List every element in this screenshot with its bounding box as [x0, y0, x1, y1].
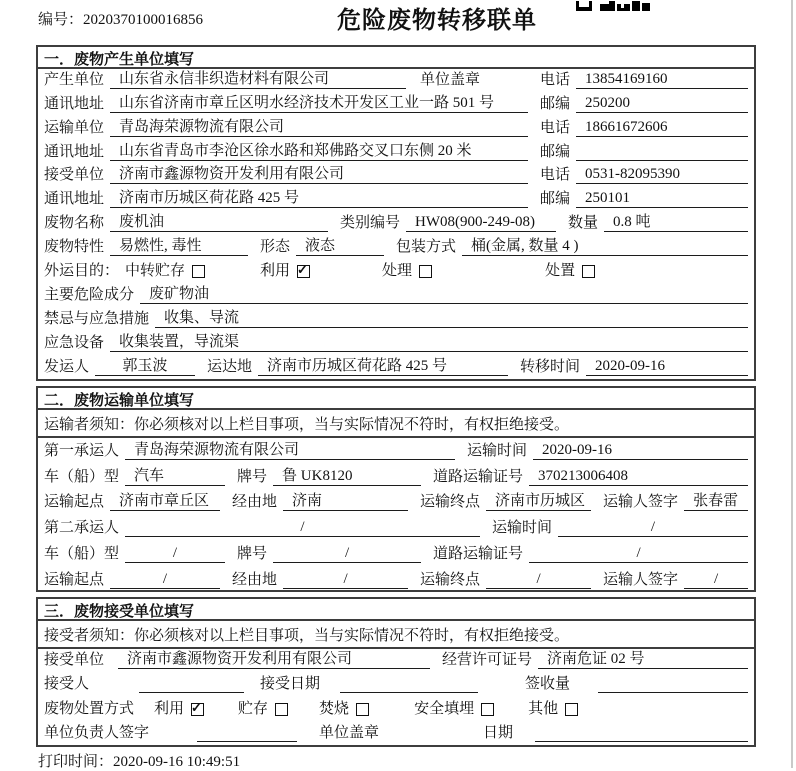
license-label: 经营许可证号	[442, 652, 533, 669]
plate-label: 牌号	[237, 468, 268, 485]
waste-name-value: 废机油	[110, 210, 328, 232]
date-label: 日期	[483, 724, 514, 741]
row-signoff	[38, 722, 754, 746]
option-label: 其他	[528, 700, 559, 717]
responsible-signature-label: 单位负责人签字	[44, 724, 150, 741]
row-transport-unit	[38, 117, 754, 141]
route-end-value: 济南市历城区	[486, 489, 591, 511]
row-receiver-unit	[38, 165, 754, 189]
packing-label: 包装方式	[396, 239, 457, 256]
second-transport-time-value: /	[558, 519, 748, 537]
transfer-time-label: 转移时间	[520, 358, 581, 375]
waste-name-label: 废物名称	[44, 215, 105, 232]
road-permit-value: 370213006408	[529, 468, 748, 486]
receiver-address-value: 济南市历城区荷花路 425 号	[110, 186, 528, 208]
route-via-value: /	[283, 571, 408, 589]
purpose-option-transfer-storage	[125, 259, 205, 280]
option-label: 焚烧	[319, 700, 350, 717]
option-label: 处置	[545, 263, 576, 280]
route-start-value: 济南市章丘区	[110, 489, 220, 511]
serial-number-line	[38, 8, 203, 29]
transfer-purpose-label: 外运目的：	[44, 263, 120, 280]
road-permit-value: /	[529, 545, 748, 563]
row-generator-unit	[38, 69, 754, 93]
disposal-option-other	[528, 697, 578, 718]
row-waste-properties	[38, 236, 754, 260]
received-qty-label: 签收量	[525, 676, 571, 693]
hazard-components-label: 主要危险成分	[44, 286, 135, 303]
disposal-option-utilize	[154, 697, 204, 718]
unit-stamp-label: 单位盖章	[420, 71, 481, 88]
route-end-label: 运输终点	[420, 571, 481, 588]
row-dispatch	[38, 356, 754, 380]
option-label: 贮存	[238, 700, 269, 717]
carrier-signature-label: 运输人签字	[603, 494, 679, 511]
section2-header: 二．废物运输单位填写	[38, 388, 754, 410]
checkbox-checked-icon	[297, 265, 310, 278]
section1-header: 一．废物产生单位填写	[38, 47, 754, 69]
checkbox-unchecked-icon	[582, 265, 595, 278]
category-code-label: 类别编号	[340, 215, 401, 232]
section3-header: 三．废物接受单位填写	[38, 599, 754, 621]
disposal-option-landfill	[414, 697, 494, 718]
vehicle-type-value: 汽车	[125, 464, 225, 486]
receiver-notice: 接受者须知：你必须核对以上栏目事项，当与实际情况不符时，有权拒绝接受。	[38, 621, 754, 649]
row-second-route	[38, 567, 754, 593]
plate-value: /	[273, 545, 421, 563]
receiver-phone-value: 0531-82095390	[576, 166, 748, 184]
transport-unit-label: 运输单位	[44, 119, 105, 136]
emergency-equipment-value: 收集装置，导流渠	[110, 330, 748, 352]
generator-address-value: 山东省济南市章丘区明水经济技术开发区工业一路 501 号	[110, 91, 528, 113]
second-carrier-value: /	[125, 519, 480, 537]
zip-label: 邮编	[539, 95, 570, 112]
first-transport-time-value: 2020-09-16	[533, 442, 748, 460]
option-label: 处理	[382, 263, 413, 280]
transport-phone-value: 18661672606	[576, 119, 748, 137]
disposal-option-storage	[238, 697, 288, 718]
signoff-date-value	[535, 724, 748, 742]
print-time-label: 打印时间：	[38, 754, 114, 770]
serial-label: 编号：	[38, 12, 84, 28]
dispatcher-label: 发运人	[44, 358, 90, 375]
transport-unit-value: 青岛海荣源物流有限公司	[110, 115, 528, 137]
generator-unit-label: 产生单位	[44, 71, 105, 88]
route-via-label: 经由地	[232, 571, 278, 588]
disposal-option-incinerate	[319, 697, 369, 718]
emergency-equipment-label: 应急设备	[44, 334, 105, 351]
quantity-value: 0.8 吨	[604, 210, 748, 232]
row-acceptor	[38, 673, 754, 697]
row-receiver-address	[38, 188, 754, 212]
vehicle-type-value: /	[125, 545, 225, 563]
row-transfer-purpose	[38, 260, 754, 284]
section-receive	[36, 597, 756, 747]
row-first-carrier	[38, 438, 754, 464]
zip-label: 邮编	[539, 191, 570, 208]
checkbox-checked-icon	[191, 703, 204, 716]
carrier-signature-label: 运输人签字	[603, 571, 679, 588]
row-first-route	[38, 490, 754, 516]
carrier-signature-value: 张春雷	[684, 489, 748, 511]
destination-value: 济南市历城区荷花路 425 号	[258, 354, 508, 376]
responsible-signature-value	[197, 724, 297, 742]
address-label: 通讯地址	[44, 95, 105, 112]
emergency-measures-label: 禁忌与应急措施	[44, 310, 150, 327]
waste-properties-label: 废物特性	[44, 239, 105, 256]
category-code-value: HW08(900-249-08)	[406, 214, 556, 232]
page-title: 危险废物转移联单	[337, 7, 537, 34]
carrier-signature-value: /	[684, 571, 748, 589]
quantity-label: 数量	[568, 215, 599, 232]
page-edge-line	[791, 0, 793, 768]
purpose-option-treat	[382, 259, 432, 280]
form-label: 形态	[260, 239, 291, 256]
zip-label: 邮编	[539, 143, 570, 160]
license-value: 济南危证 02 号	[538, 647, 748, 669]
phone-label: 电话	[539, 119, 570, 136]
section-transport	[36, 386, 756, 592]
generator-zip-value: 250200	[576, 95, 748, 113]
second-carrier-label: 第二承运人	[44, 520, 120, 537]
transporter-notice: 运输者须知：你必须核对以上栏目事项，当与实际情况不符时，有权拒绝接受。	[38, 410, 754, 438]
address-label: 通讯地址	[44, 143, 105, 160]
route-via-value: 济南	[283, 489, 408, 511]
checkbox-unchecked-icon	[275, 703, 288, 716]
first-carrier-label: 第一承运人	[44, 442, 120, 459]
receive-unit-label: 接受单位	[44, 652, 105, 669]
address-label: 通讯地址	[44, 191, 105, 208]
checkbox-unchecked-icon	[481, 703, 494, 716]
checkbox-unchecked-icon	[419, 265, 432, 278]
form-value: 液态	[296, 234, 384, 256]
plate-label: 牌号	[237, 545, 268, 562]
destination-label: 运达地	[207, 358, 253, 375]
row-waste-name	[38, 212, 754, 236]
row-hazard-components	[38, 284, 754, 308]
route-end-value: /	[486, 571, 591, 589]
route-end-label: 运输终点	[420, 494, 481, 511]
route-via-label: 经由地	[232, 494, 278, 511]
emergency-measures-value: 收集、导流	[155, 306, 748, 328]
road-permit-label: 道路运输证号	[433, 468, 524, 485]
receiver-unit-value: 济南市鑫源物资开发利用有限公司	[110, 162, 528, 184]
generator-unit-value: 山东省永信非织造材料有限公司	[110, 67, 406, 89]
row-first-vehicle	[38, 464, 754, 490]
receiver-unit-label: 接受单位	[44, 167, 105, 184]
purpose-option-utilize	[260, 259, 310, 280]
transport-address-value: 山东省青岛市李沧区徐水路和郑佛路交叉口东侧 20 米	[110, 139, 528, 161]
transport-time-label: 运输时间	[491, 520, 552, 537]
row-emergency-measures	[38, 308, 754, 332]
unit-stamp-label: 单位盖章	[319, 724, 380, 741]
section-generator	[36, 45, 756, 381]
waste-properties-value: 易燃性, 毒性	[110, 234, 248, 256]
vehicle-type-label: 车（船）型	[44, 468, 120, 485]
acceptor-value	[139, 675, 244, 693]
print-time-value: 2020-09-16 10:49:51	[113, 754, 241, 770]
phone-label: 电话	[539, 167, 570, 184]
purpose-option-dispose	[545, 259, 595, 280]
serial-value: 2020370100016856	[83, 12, 204, 28]
transport-time-label: 运输时间	[467, 442, 528, 459]
route-start-label: 运输起点	[44, 571, 105, 588]
route-start-value: /	[110, 571, 220, 589]
received-qty-value	[598, 675, 748, 693]
plate-value: 鲁 UK8120	[273, 464, 421, 486]
disposal-method-label: 废物处置方式	[44, 700, 135, 717]
row-second-carrier	[38, 515, 754, 541]
road-permit-label: 道路运输证号	[433, 545, 524, 562]
accept-date-label: 接受日期	[260, 676, 321, 693]
accept-date-value	[340, 675, 478, 693]
checkbox-unchecked-icon	[356, 703, 369, 716]
checkbox-unchecked-icon	[192, 265, 205, 278]
qr-code-fragment-icon	[576, 0, 650, 17]
transport-zip-value	[576, 143, 748, 161]
row-second-vehicle	[38, 541, 754, 567]
receiver-zip-value: 250101	[576, 190, 748, 208]
row-transport-address	[38, 141, 754, 165]
receive-unit-value: 济南市鑫源物资开发利用有限公司	[118, 647, 430, 669]
row-receive-unit	[38, 649, 754, 673]
vehicle-type-label: 车（船）型	[44, 545, 120, 562]
phone-label: 电话	[539, 71, 570, 88]
first-carrier-value: 青岛海荣源物流有限公司	[125, 438, 455, 460]
route-start-label: 运输起点	[44, 494, 105, 511]
row-disposal-method	[38, 697, 754, 721]
option-label: 中转贮存	[125, 263, 186, 280]
hazard-components-value: 废矿物油	[140, 282, 748, 304]
acceptor-label: 接受人	[44, 676, 90, 693]
packing-value: 桶(金属, 数量 4 )	[462, 234, 748, 256]
row-generator-address	[38, 93, 754, 117]
checkbox-unchecked-icon	[565, 703, 578, 716]
row-emergency-equipment	[38, 332, 754, 356]
transfer-time-value: 2020-09-16	[586, 358, 748, 376]
option-label: 利用	[154, 700, 185, 717]
option-label: 利用	[260, 263, 291, 280]
dispatcher-value: 郭玉波	[95, 354, 195, 376]
option-label: 安全填埋	[414, 700, 475, 717]
generator-phone-value: 13854169160	[576, 71, 748, 89]
